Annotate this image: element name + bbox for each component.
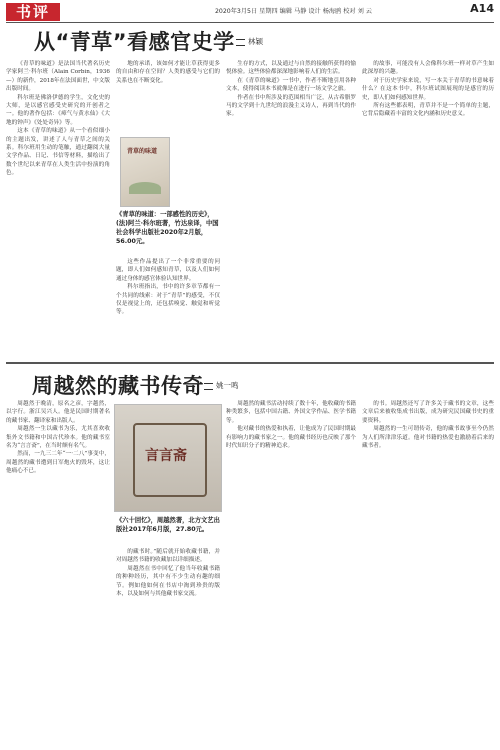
issue-meta: 2020年3月5日 星期四 编辑 马静 设计 杨海鸥 校对 刘 云 xyxy=(215,8,372,15)
page-number: A14 xyxy=(470,2,494,15)
paragraph: 周越然的藏书活动持续了数十年，他收藏的书籍种类繁多，包括中国古籍、外国文学作品、医学书籍等。 xyxy=(226,401,356,424)
cover-title: 言言斋 xyxy=(145,448,187,464)
paragraph: 周越然在书中回忆了他当年收藏书籍的种种经历，其中有不少生动有趣的细节。例如他如何在书店中淘到珍贵的版本，以及如何与其他藏书家交流。 xyxy=(116,565,220,598)
section-tag: 书评 xyxy=(6,3,60,21)
paragraph: 的故事，可能没有人会像科尔班一样对草产生如此深厚的兴趣。 xyxy=(362,61,494,76)
paragraph: 所有这些都表明，青草并不是一个简单的主题，它背后隐藏着丰富的文化内涵和历史意义。 xyxy=(362,103,494,118)
book-caption-2: 《六十回忆》，周越然著，北方文艺出版社2017年6月版，27.80元。 xyxy=(116,517,220,533)
paragraph: 这本《青草的味道》从一个看似细小的主题出发，讲述了人与青草之间的关系。科尔班用生动的笔触，通过翻阅大量文学作品、日记、书信等材料，描绘出了数个世纪以来青草在人类生活中扮演的角色。 xyxy=(6,128,110,177)
book-cover-1 xyxy=(120,137,170,207)
book-cover-2 xyxy=(114,404,222,512)
paragraph: 生存的方式，以及通过与自然的接触所获得的愉悦体验。这些体验都深深地影响着人们的生活。 xyxy=(226,61,356,76)
article-1-column-2-top xyxy=(116,60,220,130)
paragraph: 周越然于晚清，原名之彦，字越然，以字行。浙江吴兴人。他是民国时期著名的藏书家、翻译家和出版人。 xyxy=(6,401,110,424)
page-header xyxy=(0,0,500,22)
article-2-byline xyxy=(204,380,239,391)
paragraph: 对于历史学家来说，写一本关于青草的书意味着什么？在这本书中，科尔班试图展现的是感官的历史，即人们如何感知世界。 xyxy=(362,77,494,101)
byline-text: 姚一鸣 xyxy=(216,381,239,390)
paragraph: 然而，一九三二年“一·二八”事变中，周越然的藏书遭到日军炮火的毁坏，这让他痛心不已。 xyxy=(6,451,110,475)
paragraph: 周越然的一生可谓传奇，他的藏书故事至今仍然为人们所津津乐道。他对书籍的热爱也激励着后来的藏书者。 xyxy=(362,426,494,450)
article-2-title: 周越然的藏书传奇 xyxy=(32,374,204,398)
paragraph: 他对藏书的热爱和执着，让他成为了民国时期最有影响力的藏书家之一。他的藏书经历也反映了那个时代知识分子的精神追求。 xyxy=(226,426,356,450)
book-caption-1: 《青草的味道：一部感性的历史》，(法)阿兰·科尔班著，竹达泉译，中国社会科学出版社2020年2月版，56.00元。 xyxy=(116,211,219,245)
article-1-column-4 xyxy=(362,60,494,358)
paragraph: 在《青草的味道》一书中，作者不断地引用各种文本，使得阅读本书就像是在进行一场文学之旅。 xyxy=(226,77,356,93)
pen-icon xyxy=(236,39,245,46)
byline-text: 林颖 xyxy=(248,37,263,46)
article-1-column-1 xyxy=(6,60,110,358)
article-1-title: 从“青草”看感官史学 xyxy=(34,30,235,54)
header-rule xyxy=(6,22,494,23)
paragraph: 《青草的味道》是法国当代著名历史学家阿兰·科尔班（Alain Corbin，1936—）的新作，2018年在法国面世，中文版出版时间。 xyxy=(6,61,110,93)
paragraph: 周越然一生以藏书为乐，尤其喜欢收集外文书籍和中国古代珍本。他的藏书室名为“言言斋”，在当时颇有名气。 xyxy=(6,426,110,450)
paragraph: 的书。周越然还写了许多关于藏书的文章，这些文章后来被收集成书出版，成为研究民国藏书史的重要资料。 xyxy=(362,401,494,424)
paragraph: 作者在书中所涉及的范围相当广泛，从古希腊罗马的文学到十九世纪的浪漫主义诗人，再到当代的作家。 xyxy=(226,94,356,118)
section-divider xyxy=(6,362,494,364)
paragraph: 这些作品提出了一个非常重要的问题，即人们如何感知青草，以及人们如何通过身体的感官体验认知世界。 xyxy=(116,259,220,282)
cover-title: 青草的味道 xyxy=(127,148,158,155)
article-2-column-3 xyxy=(226,400,356,746)
article-1-byline xyxy=(236,36,263,47)
paragraph: 科尔班指出，书中的许多章节都有一个共同的线索：对于“青草”的感受，不仅仅是视觉上的，还包括嗅觉、触觉和听觉等。 xyxy=(116,284,220,316)
article-2-column-4 xyxy=(362,400,494,746)
article-1-column-3 xyxy=(226,60,356,358)
pen-icon xyxy=(204,383,213,390)
article-1-column-2-bottom xyxy=(116,258,220,358)
article-2-column-1 xyxy=(6,400,110,746)
paragraph: 地的承诺，该如何才能让草获得更多的自由和存在空间？人类的感受与它们的关系也在不断变化。 xyxy=(116,61,220,84)
paragraph: 科尔班是佛洛伊德的学生，文化史的大师，是以感官感受史研究的开创者之一。他的著作包括：《瘴气与黄水仙》《大地的钟声》《处处奇异》等。 xyxy=(6,94,110,126)
paragraph: 的藏书时。”随后就开始收藏书籍，并对周越然书籍的收藏加以详细描述。 xyxy=(116,549,220,564)
article-2-column-2 xyxy=(116,548,220,746)
